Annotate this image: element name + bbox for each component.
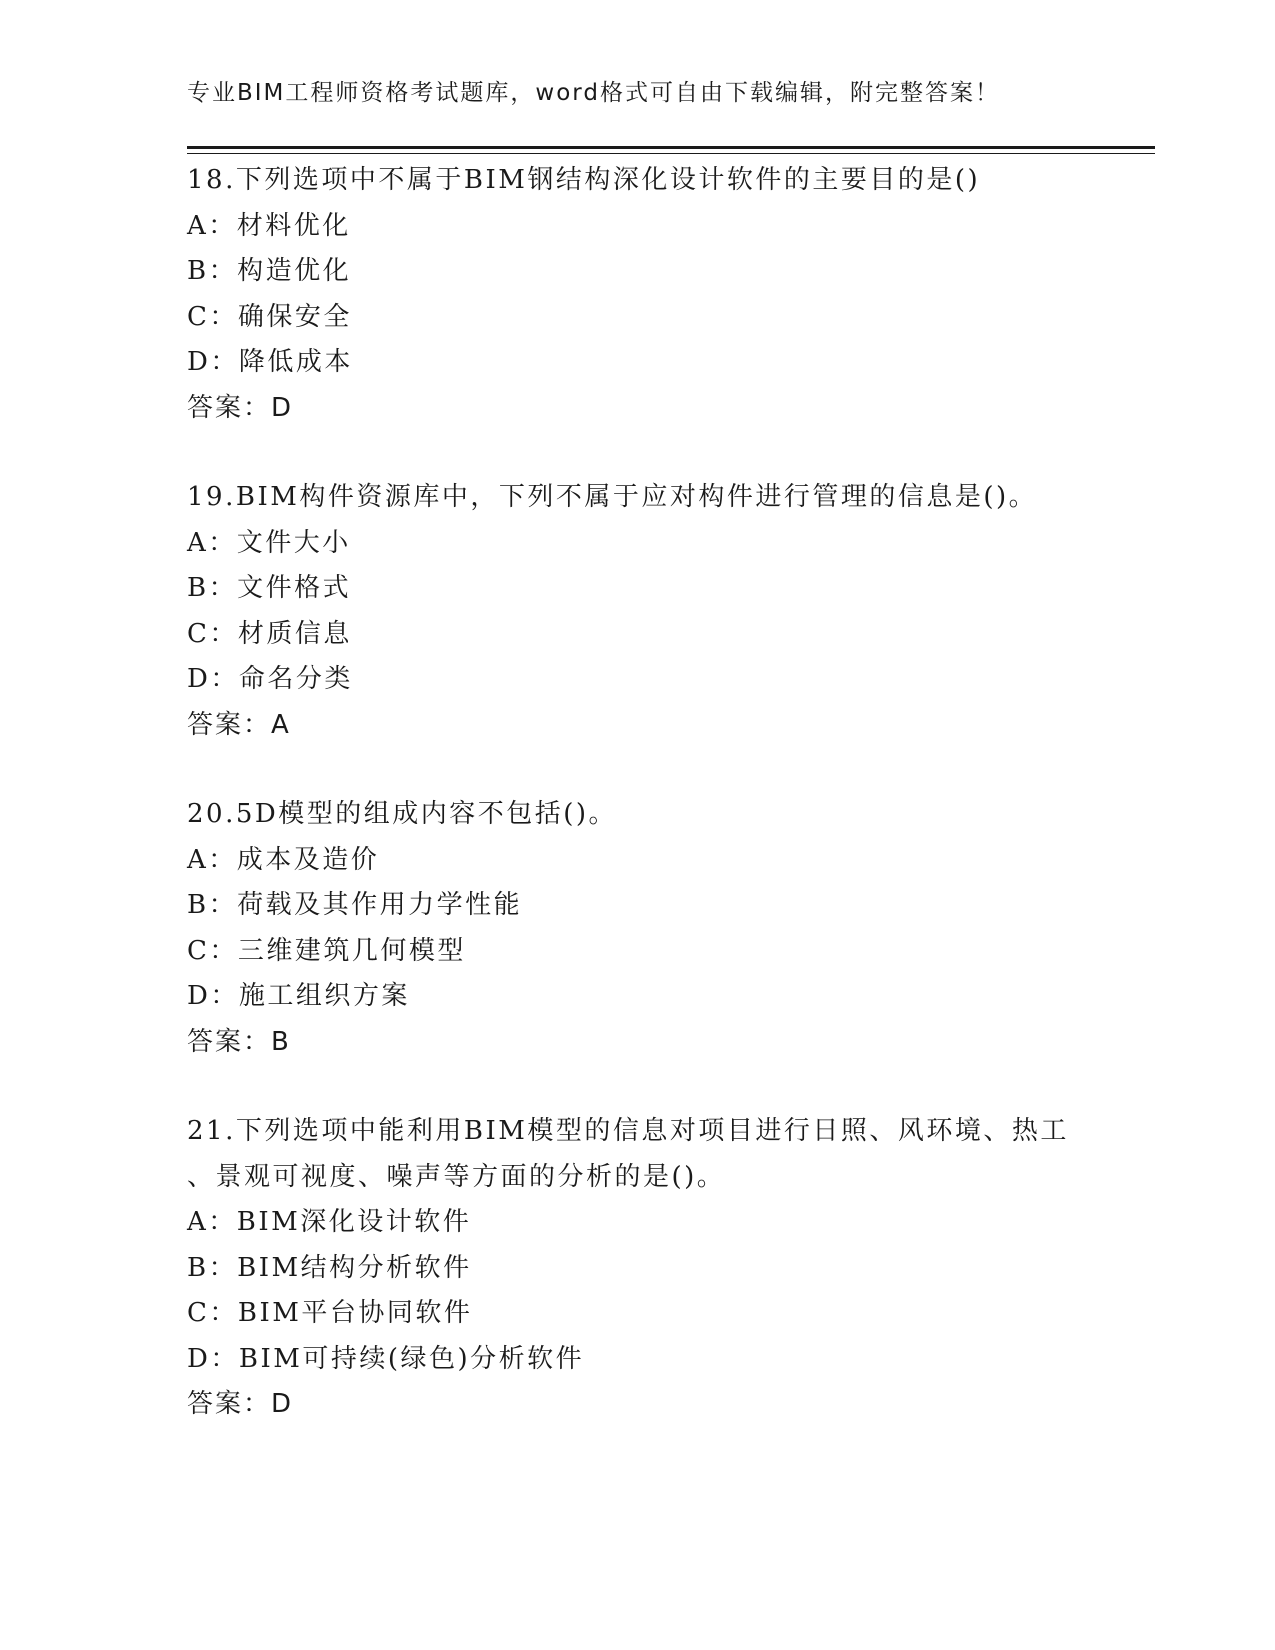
option-b: B：BIM结构分析软件 [187,1252,472,1283]
option-c: C：三维建筑几何模型 [187,935,466,966]
question-list [187,158,1087,1472]
question-stem: 21.下列选项中能利用BIM模型的信息对项目进行日照、风环境、热工 [187,1116,1069,1146]
option-c: C：材质信息 [187,618,352,649]
question-20 [187,792,1087,1065]
option-a: A：成本及造价 [187,844,380,875]
option-a: A：材料优化 [187,210,351,241]
question-stem: 19.BIM构件资源库中，下列不属于应对构件进行管理的信息是()。 [187,482,1038,512]
option-c: C：确保安全 [187,301,352,332]
question-18 [187,158,1087,431]
option-b: B：文件格式 [187,573,352,603]
question-21 [187,1109,1087,1428]
question-19 [187,475,1087,748]
question-stem: 20.5D模型的组成内容不包括()。 [187,799,618,829]
answer: 答案：D [187,392,294,423]
answer: 答案：A [187,709,291,740]
option-a: A：文件大小 [187,527,351,558]
option-b: B：构造优化 [187,256,352,286]
option-d: D：施工组织方案 [187,981,410,1011]
option-d: D：命名分类 [187,664,353,694]
document-header: 专业BIM工程师资格考试题库，word格式可自由下载编辑，附完整答案！ [187,80,1000,106]
option-b: B：荷载及其作用力学性能 [187,890,523,920]
header-rule-thin [187,153,1155,154]
answer: 答案：D [187,1389,294,1419]
option-d: D：降低成本 [187,347,353,377]
answer: 答案：B [187,1026,291,1057]
option-a: A：BIM深化设计软件 [187,1207,472,1237]
question-stem-continued: 、景观可视度、噪声等方面的分析的是()。 [187,1161,726,1192]
header-rule-thick [187,146,1155,149]
option-d: D：BIM可持续(绿色)分析软件 [187,1343,585,1374]
question-stem: 18.下列选项中不属于BIM钢结构深化设计软件的主要目的是() [187,165,981,195]
option-c: C：BIM平台协同软件 [187,1298,473,1328]
